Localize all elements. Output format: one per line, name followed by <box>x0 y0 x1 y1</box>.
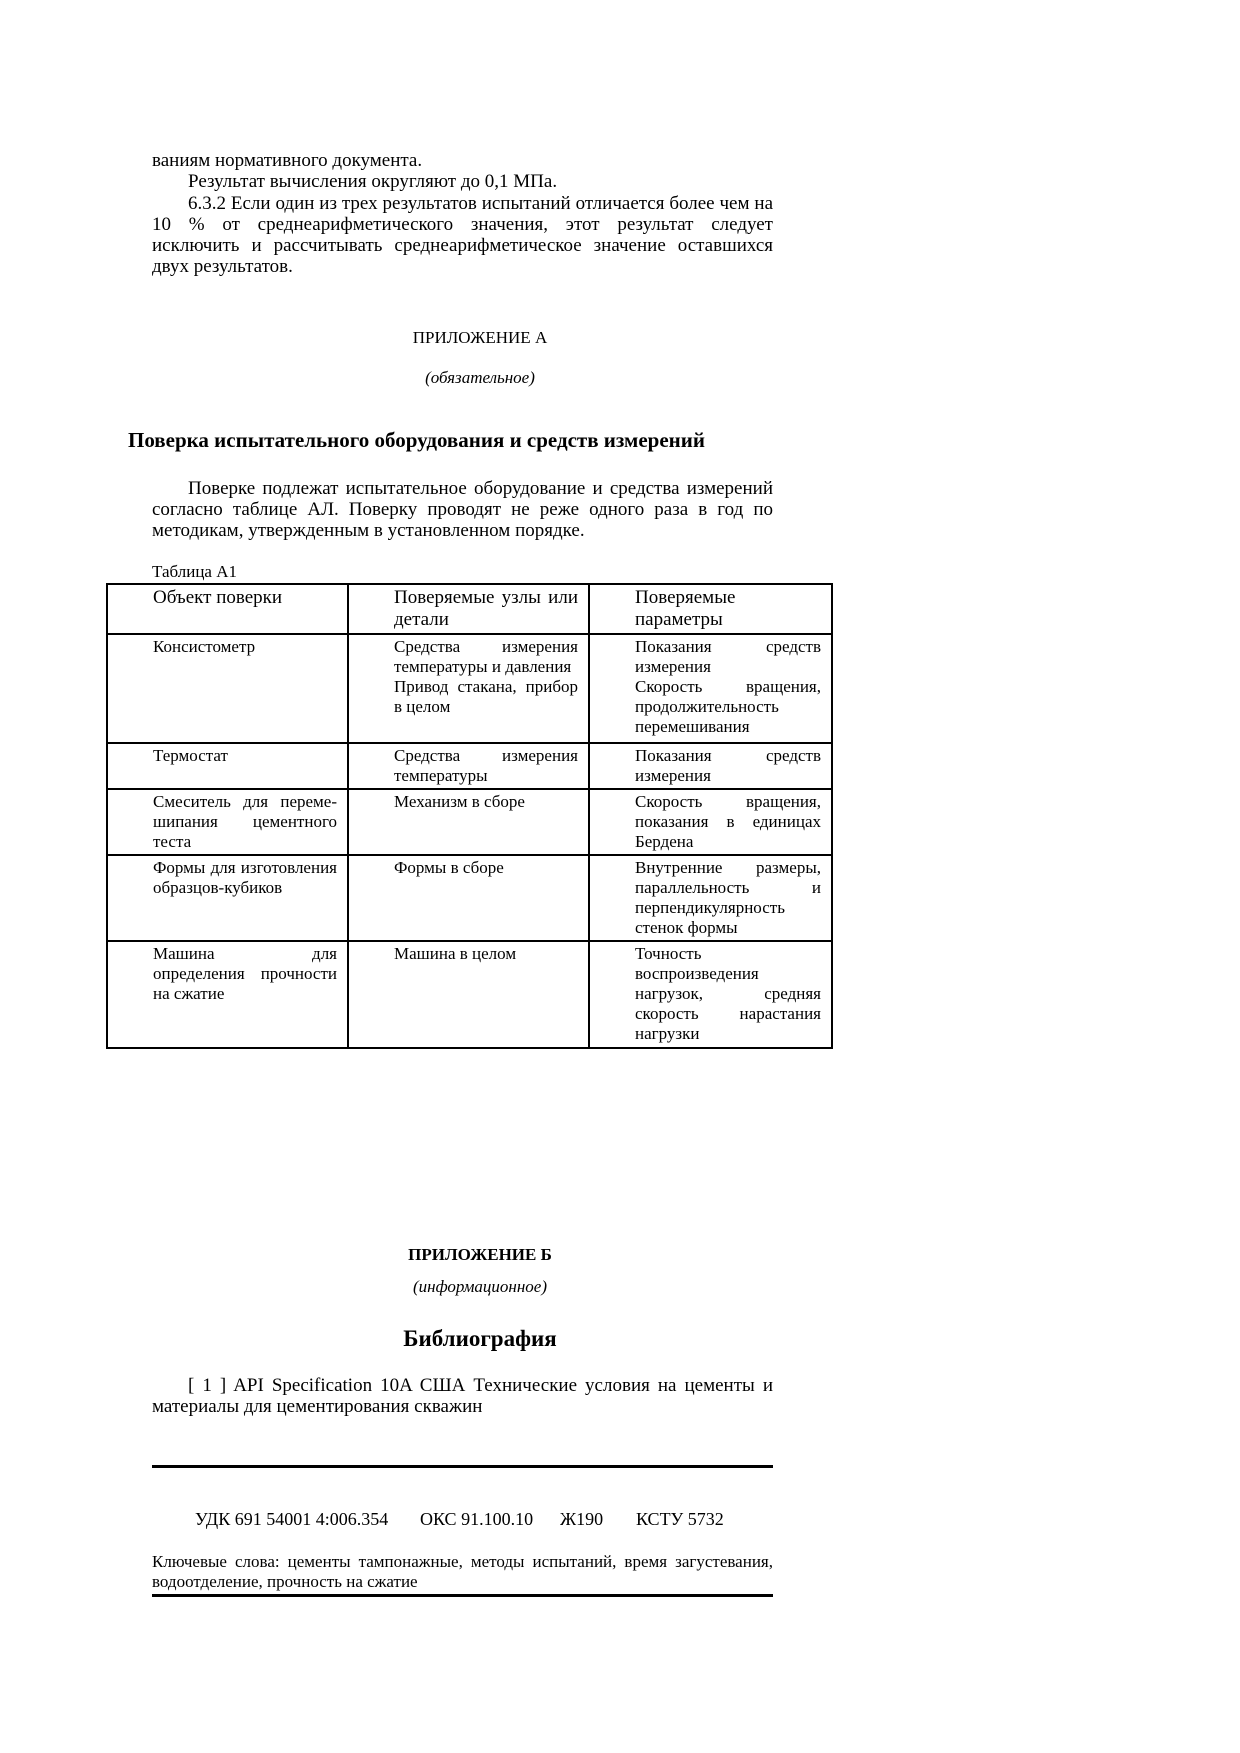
intro-line-1: ваниям нормативного документа. <box>152 150 423 171</box>
udk-code: УДК 691 54001 4:006.354 <box>195 1509 389 1529</box>
table-cell: Показания средств измерения <box>589 743 832 789</box>
header-cell: Объект поверки <box>107 584 348 634</box>
table-header-row <box>107 584 832 634</box>
table-cell: Формы для изготовления образцов-кубиков <box>107 855 348 941</box>
table-row <box>107 789 832 855</box>
footer-top-rule <box>152 1465 773 1468</box>
verification-table <box>106 583 833 1049</box>
table-cell: Внутренние размеры, параллельность и перпендикулярность стенок формы <box>589 855 832 941</box>
oks-code: ОКС 91.100.10 <box>420 1509 534 1529</box>
intro-line-2: Результат вычисления округляют до 0,1 МПа. <box>188 171 558 192</box>
header-cell: Поверяемые узлы или детали <box>348 584 589 634</box>
table-row <box>107 941 832 1048</box>
appendix-a-status: (обязательное) <box>425 368 535 387</box>
table-cell: Консистометр <box>107 634 348 743</box>
table-row <box>107 743 832 789</box>
header-cell: Поверяемые параметры <box>589 584 832 634</box>
table-cell: Скорость вращения, показания в единицах Бердена <box>589 789 832 855</box>
table-cell: Машина для определения прочности на сжатие <box>107 941 348 1048</box>
table-cell: Механизм в сборе <box>348 789 589 855</box>
table-cell: Средства измерения температуры и давления Привод стакана, прибор в целом <box>348 634 589 743</box>
table-cell: Точность воспроизведения нагрузок, средняя скорость нарастания нагрузки <box>589 941 832 1048</box>
table-cell: Термостат <box>107 743 348 789</box>
table-cell: Машина в целом <box>348 941 589 1048</box>
appendix-a-text: Поверке подлежат испытательное оборудование и средства измерений согласно таблице АЛ. Поверку проводят не реже одного раза в год по методикам, утвержденным в установленном порядке. <box>152 478 773 541</box>
footer-bottom-rule <box>152 1594 773 1597</box>
appendix-b-title: ПРИЛОЖЕНИЕ Б <box>408 1245 552 1264</box>
table-row <box>107 855 832 941</box>
appendix-b-heading: Библиография <box>403 1326 557 1351</box>
table-cell: Смеситель для переме-шипания цементного теста <box>107 789 348 855</box>
appendix-b-status: (информационное) <box>412 1277 548 1296</box>
table-cell: Формы в сборе <box>348 855 589 941</box>
appendix-a-heading: Поверка испытательного оборудования и средств измерений <box>128 428 705 452</box>
table-caption: Таблица А1 <box>152 562 237 581</box>
table-row <box>107 634 832 743</box>
classifier-code: Ж190 <box>560 1509 604 1529</box>
keywords: Ключевые слова: цементы тампонажные, методы испытаний, время загустевания, водоотделение, прочность на сжатие <box>152 1552 773 1591</box>
appendix-a-title: ПРИЛОЖЕНИЕ А <box>412 328 548 347</box>
kstu-code: КСТУ 5732 <box>636 1509 724 1529</box>
intro-paragraph-6-3-2: 6.3.2 Если один из трех результатов испытаний отличается более чем на 10 % от среднеарифметического значения, этот результат следует исключить и рассчитывать среднеарифметическое значение оставшихся двух результатов. <box>152 193 773 277</box>
table-cell: Показания средств измерения Скорость вращения, продолжительность перемешивания <box>589 634 832 743</box>
table-cell: Средства измерения температуры <box>348 743 589 789</box>
bibliography-ref-1: [ 1 ] API Specification 10A США Технические условия на цементы и материалы для цементирования скважин <box>152 1375 773 1417</box>
